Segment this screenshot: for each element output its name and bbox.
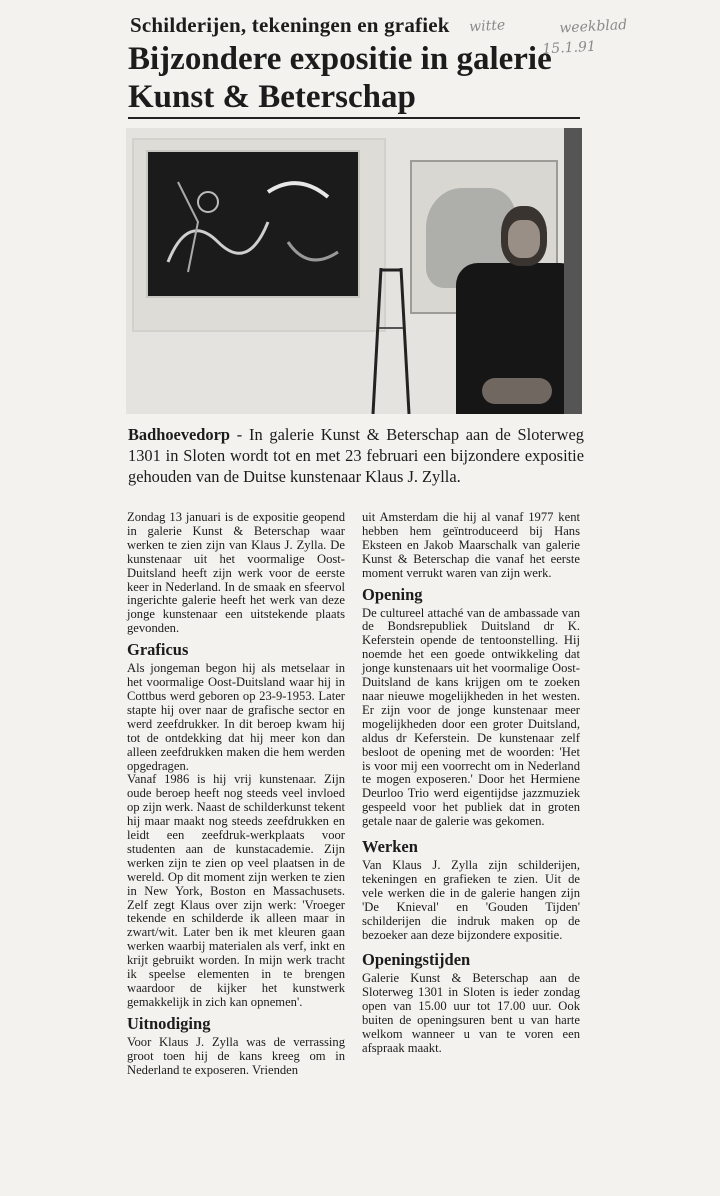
headline: Bijzondere expositie in galerie Kunst & Beterschap (128, 41, 552, 115)
paragraph: Galerie Kunst & Beterschap aan de Sloterweg 1301 in Sloten is ieder zondag open van 15.00 uur tot 17.00 uur. Ook buiten de openingsuren bent u van harte welkom wanneer u van te voren een afspraak maakt. (362, 971, 580, 1055)
subheading-werken: Werken (362, 837, 418, 857)
artist-face (508, 220, 540, 258)
handwritten-word: witte (468, 17, 506, 36)
painting-sketch-icon (148, 152, 358, 296)
paragraph: De cultureel attaché van de ambassade van de Bondsrepubliek Duitsland dr K. Keferstein opende de tentoonstelling. Hij noemde het een goede ontwikkeling dat jonge kunstenaars uit het voormalige Oost-Duitsland de kans krijgen om te zoeken naar nieuwe mogelijkheden in het westen. Er zijn voor de jonge kunstenaar meer mogelijkheden door een groter Duitsland, aldus dr Keferstein. De kunstenaar zelf besloot de opening met de woorden: 'Het is voor mij een voorrecht om in Nederland te mogen exposeren.' Door het Hermiene Deurloo Trio werd eigentijdse jazzmuziek gespeeld voor het publiek dat in groten getale naar de galerie was gekomen. (362, 605, 580, 829)
paragraph: Als jongeman begon hij als metselaar in het voormalige Oost-Duitsland waar hij in Cottbus werd geboren op 23-9-1953. Later stapte hij over naar de grafische sector en werd zeefdrukker. In dit beroep kwam hij tot de ontdekking dat hij meer kon dan alleen zeefdrukken maken die hem werden opgedragen. (127, 661, 345, 773)
subheading-opening: Opening (362, 584, 423, 604)
wall-edge (564, 128, 582, 414)
subheading-uitnodiging: Uitnodiging (127, 1013, 211, 1033)
paragraph: Voor Klaus J. Zylla was de verrassing groot toen hij de kans kreeg om in Nederland te exposeren. Vrienden (127, 1034, 345, 1077)
subheading-graficus: Graficus (127, 640, 189, 660)
lead-paragraph (128, 424, 584, 487)
column-right (362, 511, 580, 1056)
handwritten-date: 15.1.91 (542, 38, 597, 58)
subheading-openingstijden: Openingstijden (362, 950, 471, 970)
handwritten-word: weekblad (558, 17, 628, 37)
column-left (127, 511, 345, 1078)
artist-arms (482, 378, 552, 404)
kicker: Schilderijen, tekeningen en grafiek (130, 13, 450, 37)
paragraph: Van Klaus J. Zylla zijn schilderijen, tekeningen en grafieken te zien. Uit de vele werken die in de galerie hangen zijn 'De Knieval' en 'Gouden Tijden' schilderijen die indruk maken op de bezoeker aan deze bijzondere expositie. (362, 858, 580, 942)
lead-text: - In galerie Kunst & Beterschap aan de Sloterweg 1301 in Sloten wordt tot en met 23 februari een bijzondere expositie gehouden van de Duitse kunstenaar Klaus J. Zylla. (128, 425, 584, 486)
paragraph: uit Amsterdam die hij al vanaf 1977 kent hebben hem geïntroduceerd bij Hans Eksteen en Jakob Maarschalk van galerie Kunst & Beterschap die vanaf het eerste moment verrukt waren van zijn werk. (362, 510, 580, 580)
lead-place: Badhoevedorp (128, 425, 231, 444)
painting-dark (146, 150, 360, 298)
article-photo (126, 128, 582, 414)
paragraph: Zondag 13 januari is de expositie geopend in galerie Kunst & Beterschap waar werken te zien zijn van Klaus J. Zylla. De kunstenaar uit het voormalige Oost-Duitsland heeft zijn werk voor de eerste keer in Nederland. In de smaak en sfeervol ingerichte galerie heeft het werk van deze jonge kunstenaar een uitstekende plaats gevonden. (127, 510, 345, 636)
easel-stand-icon (371, 268, 411, 414)
headline-rule (128, 117, 580, 119)
handwritten-note (469, 5, 672, 75)
paragraph: Vanaf 1986 is hij vrij kunstenaar. Zijn oude beroep heeft nog steeds veel invloed op zijn werk. Naast de schilderkunst tekent hij maar maakt nog steeds zeefdrukken en leidt een zeefdruk-werkplaats voor studenten aan de kunstacademie. Zijn werken zijn te zien op veel plaatsen in de wereld. Op dit moment zijn werken te zien in New York, Boston en Massachusets. Zelf zegt Klaus over zijn werk: 'Vroeger tekende en schilderde ik alleen maar in zwart/wit. Later ben ik met kleuren gaan werken waarbij materialen als verf, inkt en krijt gebruikt worden. In mijn werk tracht ik speelse elementen in te brengen waardoor de kijker het kunstwerk gemakkelijk in zich kan opnemen'. (127, 772, 345, 1009)
